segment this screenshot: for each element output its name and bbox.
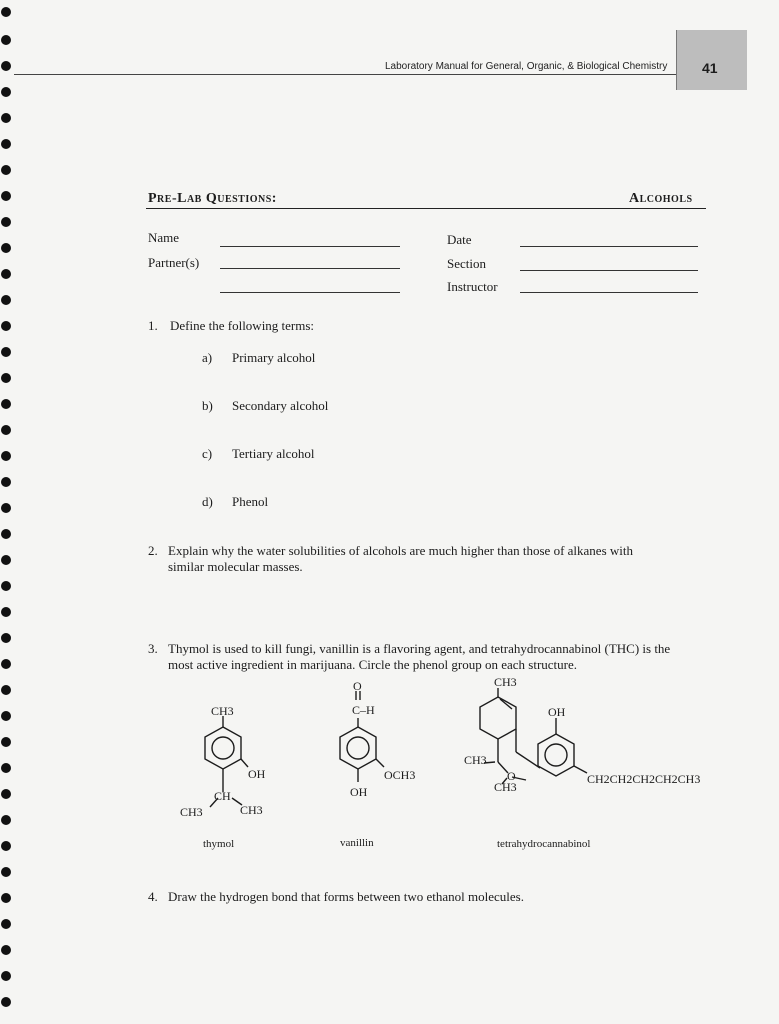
q3-number: 3. xyxy=(148,641,158,656)
date-field[interactable] xyxy=(520,246,698,247)
name-field[interactable] xyxy=(220,246,400,247)
thc-cyclohexene xyxy=(480,697,516,739)
partners-label: Partner(s) xyxy=(148,255,200,270)
thymol-ch3-top: CH3 xyxy=(211,704,234,718)
partners-field-2[interactable] xyxy=(220,292,400,293)
instructor-field[interactable] xyxy=(520,292,698,293)
section-rule xyxy=(146,208,706,209)
q1-text: Define the following terms: xyxy=(170,318,315,333)
vanillin-ring xyxy=(340,727,376,769)
chemical-structures xyxy=(150,672,710,862)
q2-line2: similar molecular masses. xyxy=(168,559,303,574)
thymol-oh: OH xyxy=(248,767,266,781)
thymol-ch3-right: CH3 xyxy=(240,803,263,817)
thymol-ch: CH xyxy=(214,789,231,803)
vanillin-o: O xyxy=(353,679,362,693)
q1-number: 1. xyxy=(148,318,158,333)
thc-ch3-a: CH3 xyxy=(464,753,487,767)
q3-line1: Thymol is used to kill fungi, vanillin is a flavoring agent, and tetrahydrocannabinol (THC) is the xyxy=(168,641,671,656)
q1c-letter: c) xyxy=(202,446,213,461)
vanillin-och3: OCH3 xyxy=(384,768,416,782)
thc-o: O xyxy=(507,769,516,783)
q1d-text: Phenol xyxy=(232,494,269,509)
spiral-binding xyxy=(0,0,18,1024)
vanillin-oh: OH xyxy=(350,785,368,799)
thymol-ch3-left: CH3 xyxy=(180,805,203,819)
thc-oh: OH xyxy=(548,705,566,719)
thymol-caption: thymol xyxy=(203,838,235,850)
running-header: Laboratory Manual for General, Organic, & Biological Chemistry xyxy=(385,61,668,72)
thc-ch3-top: CH3 xyxy=(494,675,517,689)
q1a-text: Primary alcohol xyxy=(232,350,316,365)
thc-chain: CH2CH2CH2CH2CH3 xyxy=(587,772,701,786)
q1b-letter: b) xyxy=(202,398,213,413)
vanillin-caption: vanillin xyxy=(340,837,374,849)
section-field[interactable] xyxy=(520,270,698,271)
vanillin-ch: C–H xyxy=(352,703,375,717)
q3-line2: most active ingredient in marijuana. Circle the phenol group on each structure. xyxy=(168,657,578,672)
q1d-letter: d) xyxy=(202,494,213,509)
page-number: 41 xyxy=(702,60,718,76)
thc-ch3-b: CH3 xyxy=(494,780,517,794)
q4-text: Draw the hydrogen bond that forms between two ethanol molecules. xyxy=(168,889,524,904)
q1c-text: Tertiary alcohol xyxy=(232,446,315,461)
thc-aromatic-ring xyxy=(538,734,574,776)
name-label: Name xyxy=(148,230,180,245)
section-title: Pre-Lab Questions: xyxy=(148,191,277,206)
q4-number: 4. xyxy=(148,889,158,904)
section-topic: Alcohols xyxy=(629,191,693,206)
q1a-letter: a) xyxy=(202,350,213,365)
header-rule xyxy=(14,74,676,75)
partners-field[interactable] xyxy=(220,268,400,269)
q2-line1: Explain why the water solubilities of alcohols are much higher than those of alkanes with xyxy=(168,543,633,558)
thymol-ring xyxy=(205,727,241,769)
q1b-text: Secondary alcohol xyxy=(232,398,329,413)
instructor-label: Instructor xyxy=(447,279,498,294)
section-label: Section xyxy=(447,256,486,271)
q2-number: 2. xyxy=(148,543,158,558)
thc-caption: tetrahydrocannabinol xyxy=(497,838,591,850)
date-label: Date xyxy=(447,232,472,247)
